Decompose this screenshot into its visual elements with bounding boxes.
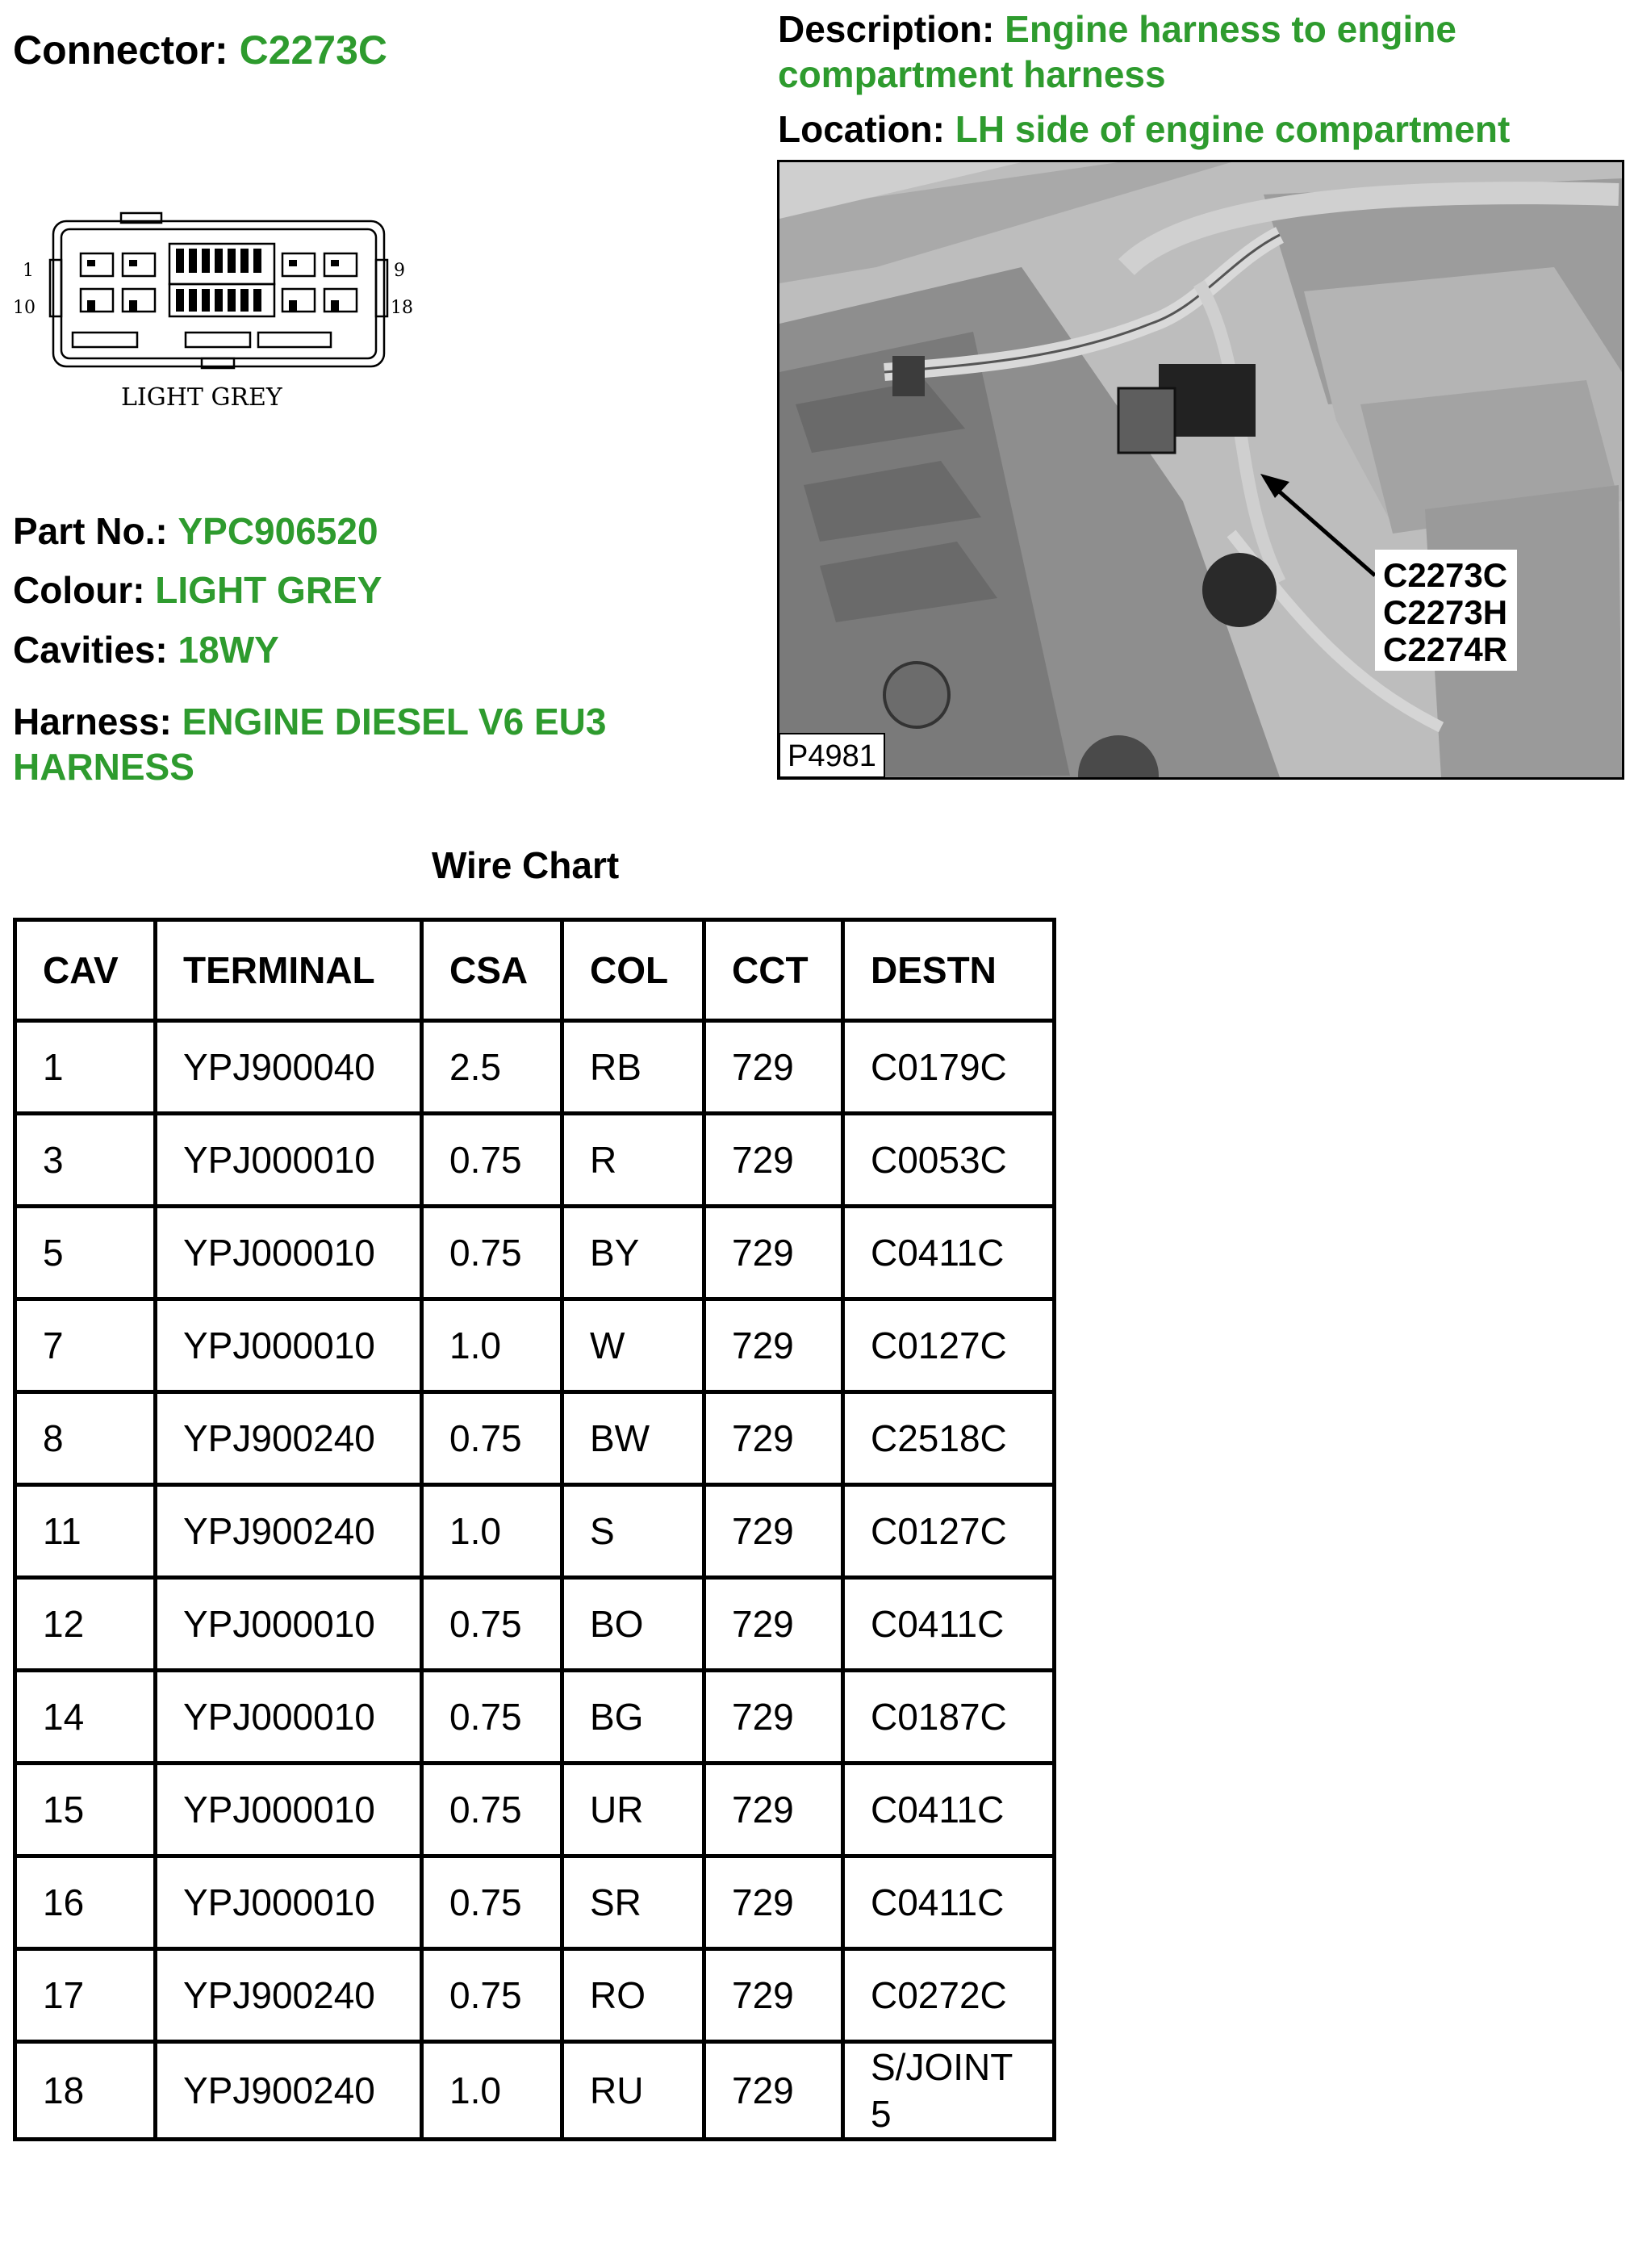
cell-cct: 729 bbox=[704, 1671, 843, 1764]
cavities-line bbox=[13, 627, 279, 672]
cell-cct: 729 bbox=[704, 1856, 843, 1949]
cell-cct: 729 bbox=[704, 1578, 843, 1671]
description-label: Description: bbox=[778, 8, 995, 50]
table-row bbox=[15, 1578, 1055, 1671]
cell-csa: 1.0 bbox=[422, 1299, 562, 1392]
table-row bbox=[15, 1949, 1055, 2042]
cell-csa: 1.0 bbox=[422, 2042, 562, 2140]
cell-col: W bbox=[562, 1299, 704, 1392]
cell-cct: 729 bbox=[704, 1949, 843, 2042]
cell-terminal: YPJ900240 bbox=[156, 1485, 422, 1578]
cell-csa: 0.75 bbox=[422, 1392, 562, 1485]
pin-10-label: 10 bbox=[13, 298, 36, 318]
cell-csa: 0.75 bbox=[422, 1207, 562, 1299]
cell-cav: 18 bbox=[15, 2042, 156, 2140]
cell-destn: C0187C bbox=[843, 1671, 1055, 1764]
header-destn: DESTN bbox=[843, 920, 1055, 1021]
cell-destn: C0053C bbox=[843, 1114, 1055, 1207]
connector-line bbox=[13, 27, 387, 73]
cell-terminal: YPJ000010 bbox=[156, 1856, 422, 1949]
table-row bbox=[15, 1021, 1055, 1114]
cell-csa: 0.75 bbox=[422, 1114, 562, 1207]
cell-terminal: YPJ900240 bbox=[156, 1949, 422, 2042]
table-row bbox=[15, 1299, 1055, 1392]
cell-terminal: YPJ000010 bbox=[156, 1299, 422, 1392]
cell-cct: 729 bbox=[704, 1021, 843, 1114]
location-line bbox=[778, 107, 1510, 152]
cell-col: BO bbox=[562, 1578, 704, 1671]
cell-terminal: YPJ000010 bbox=[156, 1764, 422, 1856]
cell-terminal: YPJ900240 bbox=[156, 1392, 422, 1485]
cell-terminal: YPJ000010 bbox=[156, 1671, 422, 1764]
table-row bbox=[15, 1485, 1055, 1578]
cell-col: BW bbox=[562, 1392, 704, 1485]
part-number-line bbox=[13, 508, 378, 554]
table-row bbox=[15, 1207, 1055, 1299]
pin-1-label: 1 bbox=[23, 261, 34, 281]
location-label: Location: bbox=[778, 108, 945, 150]
connector-face-drawing bbox=[8, 211, 428, 421]
cell-destn: C0272C bbox=[843, 1949, 1055, 2042]
cell-destn: S/JOINT 5 bbox=[843, 2042, 1055, 2140]
connector-face-diagram bbox=[8, 211, 428, 421]
cell-cav: 5 bbox=[15, 1207, 156, 1299]
harness-value: ENGINE DIESEL V6 EU3 HARNESS bbox=[13, 701, 607, 788]
cell-cav: 16 bbox=[15, 1856, 156, 1949]
cell-cav: 1 bbox=[15, 1021, 156, 1114]
cell-cct: 729 bbox=[704, 1764, 843, 1856]
photo-reference: P4981 bbox=[788, 739, 876, 773]
cell-col: RB bbox=[562, 1021, 704, 1114]
cell-cav: 15 bbox=[15, 1764, 156, 1856]
colour-label: Colour: bbox=[13, 569, 145, 611]
cell-csa: 0.75 bbox=[422, 1578, 562, 1671]
location-value: LH side of engine compartment bbox=[955, 108, 1511, 150]
part-value: YPC906520 bbox=[178, 510, 378, 552]
cell-cav: 12 bbox=[15, 1578, 156, 1671]
cell-terminal: YPJ000010 bbox=[156, 1207, 422, 1299]
cell-cav: 8 bbox=[15, 1392, 156, 1485]
cell-csa: 0.75 bbox=[422, 1949, 562, 2042]
header-cav: CAV bbox=[15, 920, 156, 1021]
cell-terminal: YPJ900040 bbox=[156, 1021, 422, 1114]
cell-csa: 2.5 bbox=[422, 1021, 562, 1114]
cell-csa: 0.75 bbox=[422, 1764, 562, 1856]
table-row bbox=[15, 1856, 1055, 1949]
cell-destn: C0411C bbox=[843, 1856, 1055, 1949]
harness-label: Harness: bbox=[13, 701, 172, 743]
table-row bbox=[15, 1671, 1055, 1764]
cell-destn: C0127C bbox=[843, 1485, 1055, 1578]
cell-destn: C0411C bbox=[843, 1764, 1055, 1856]
cell-col: R bbox=[562, 1114, 704, 1207]
cell-cct: 729 bbox=[704, 1207, 843, 1299]
table-row bbox=[15, 2042, 1055, 2140]
cell-col: S bbox=[562, 1485, 704, 1578]
connector-value: C2273C bbox=[239, 27, 388, 73]
pin-18-label: 18 bbox=[391, 298, 413, 318]
cell-cct: 729 bbox=[704, 1299, 843, 1392]
cell-cav: 17 bbox=[15, 1949, 156, 2042]
table-row bbox=[15, 1392, 1055, 1485]
cell-cav: 11 bbox=[15, 1485, 156, 1578]
cell-col: RO bbox=[562, 1949, 704, 2042]
cavities-value: 18WY bbox=[178, 629, 279, 671]
header-terminal: TERMINAL bbox=[156, 920, 422, 1021]
cavities-label: Cavities: bbox=[13, 629, 168, 671]
cell-col: BG bbox=[562, 1671, 704, 1764]
header-cct: CCT bbox=[704, 920, 843, 1021]
wire-chart-title: Wire Chart bbox=[432, 844, 620, 886]
location-photo bbox=[777, 160, 1624, 780]
callout-label-2: C2273H bbox=[1383, 593, 1508, 631]
header-csa: CSA bbox=[422, 920, 562, 1021]
cell-destn: C0411C bbox=[843, 1578, 1055, 1671]
table-row bbox=[15, 1114, 1055, 1207]
harness-block bbox=[13, 699, 723, 789]
cell-col: UR bbox=[562, 1764, 704, 1856]
callout-label-3: C2274R bbox=[1383, 630, 1508, 668]
colour-line bbox=[13, 567, 382, 613]
cell-terminal: YPJ000010 bbox=[156, 1578, 422, 1671]
part-label: Part No.: bbox=[13, 510, 168, 552]
cell-terminal: YPJ900240 bbox=[156, 2042, 422, 2140]
cell-cct: 729 bbox=[704, 1485, 843, 1578]
cell-cav: 14 bbox=[15, 1671, 156, 1764]
cell-col: RU bbox=[562, 2042, 704, 2140]
cell-destn: C2518C bbox=[843, 1392, 1055, 1485]
cell-destn: C0179C bbox=[843, 1021, 1055, 1114]
cell-cct: 729 bbox=[704, 1392, 843, 1485]
description-value: Engine harness to engine compartment harness bbox=[778, 8, 1456, 95]
header-col: COL bbox=[562, 920, 704, 1021]
connector-label: Connector: bbox=[13, 27, 228, 73]
cell-col: SR bbox=[562, 1856, 704, 1949]
table-row bbox=[15, 1764, 1055, 1856]
callout-label-1: C2273C bbox=[1383, 556, 1508, 594]
cell-cav: 7 bbox=[15, 1299, 156, 1392]
cell-col: BY bbox=[562, 1207, 704, 1299]
cell-cct: 729 bbox=[704, 1114, 843, 1207]
cell-csa: 1.0 bbox=[422, 1485, 562, 1578]
diagram-caption: LIGHT GREY bbox=[121, 383, 282, 412]
cell-cct: 729 bbox=[704, 2042, 843, 2140]
cell-destn: C0127C bbox=[843, 1299, 1055, 1392]
cell-csa: 0.75 bbox=[422, 1671, 562, 1764]
cell-destn: C0411C bbox=[843, 1207, 1055, 1299]
table-header-row bbox=[15, 920, 1055, 1021]
cell-csa: 0.75 bbox=[422, 1856, 562, 1949]
wire-chart-table bbox=[13, 918, 1056, 2141]
cell-cav: 3 bbox=[15, 1114, 156, 1207]
colour-value: LIGHT GREY bbox=[155, 569, 382, 611]
pin-9-label: 9 bbox=[394, 261, 405, 281]
engine-bay-illustration bbox=[779, 162, 1622, 777]
description-block bbox=[778, 6, 1625, 97]
cell-terminal: YPJ000010 bbox=[156, 1114, 422, 1207]
